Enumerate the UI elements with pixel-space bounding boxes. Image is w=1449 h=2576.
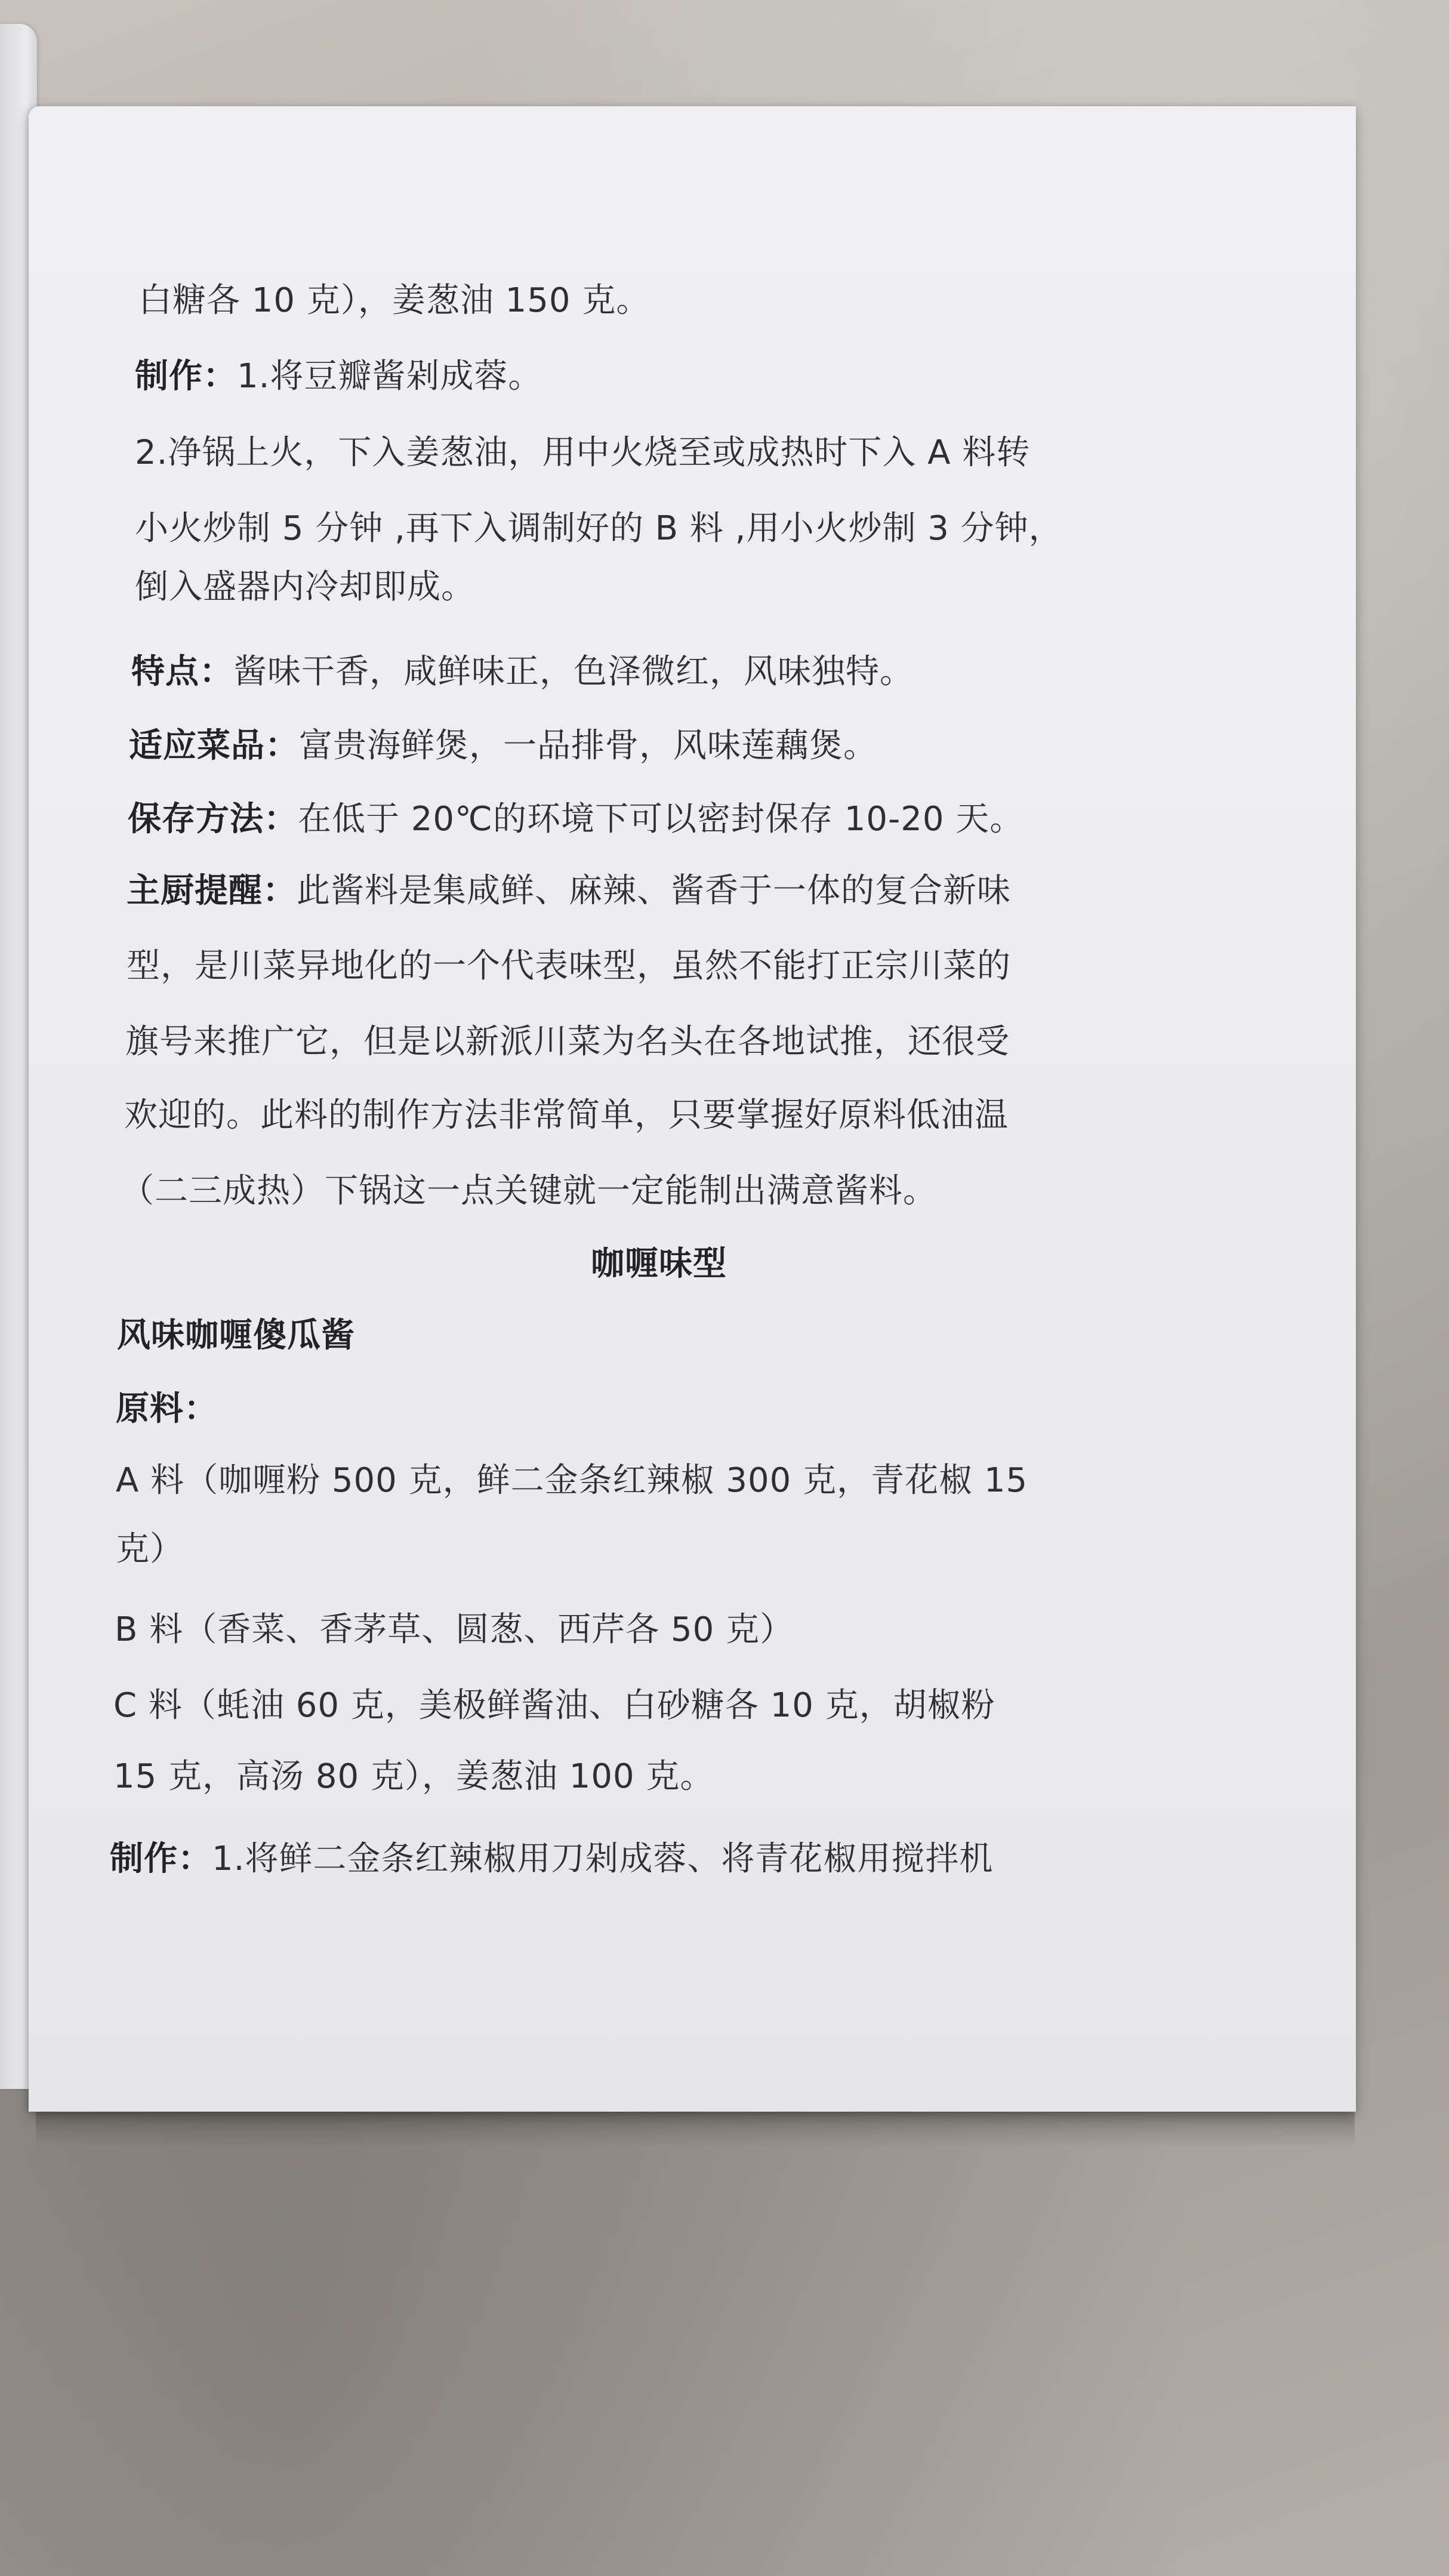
recipe-title xyxy=(117,1316,355,1355)
line-text: 白糖各 10 克），姜葱油 150 克。 xyxy=(138,281,650,320)
text-line xyxy=(138,281,650,320)
line-text: 2.净锅上火，下入姜葱油，用中火烧至或成热时下入 A 料转 xyxy=(135,433,1031,472)
line-text: 小火炒制 5 分钟 ,再下入调制好的 B 料 ,用小火炒制 3 分钟， xyxy=(135,509,1063,548)
line-text: 欢迎的。此料的制作方法非常简单，只要掌握好原料低油温 xyxy=(124,1096,1009,1135)
line-text: 富贵海鲜煲，一品排骨，风味莲藕煲。 xyxy=(299,726,877,765)
line-label: 保存方法： xyxy=(128,800,298,839)
line-text: A 料（咖喱粉 500 克，鲜二金条红辣椒 300 克，青花椒 15 xyxy=(116,1461,1028,1500)
line-text: 1.将鲜二金条红辣椒用刀剁成蓉、将青花椒用搅拌机 xyxy=(212,1839,994,1878)
line-label: 制作： xyxy=(110,1839,212,1878)
line-text: 15 克，高汤 80 克），姜葱油 100 克。 xyxy=(113,1757,714,1796)
text-line xyxy=(116,1461,1028,1500)
text-line xyxy=(124,1096,1009,1135)
line-label: 特点： xyxy=(131,652,233,691)
line-text: 酱味干香，咸鲜味正，色泽微红，风味独特。 xyxy=(233,652,914,691)
section-title-text: 咖喱味型 xyxy=(591,1244,727,1283)
text-line xyxy=(135,509,1063,548)
text-line xyxy=(129,726,877,765)
ingredients-label-text: 原料： xyxy=(116,1389,218,1428)
line-label: 制作： xyxy=(135,357,237,396)
line-text: 倒入盛器内冷却即成。 xyxy=(135,568,475,606)
page-shadow xyxy=(36,2106,1355,2147)
text-line xyxy=(127,871,1011,910)
text-line xyxy=(127,947,1011,985)
text-line xyxy=(110,1839,994,1878)
line-text: B 料（香菜、香茅草、圆葱、西芹各 50 克） xyxy=(115,1610,794,1649)
line-text: 旗号来推广它，但是以新派川菜为名头在各地试推，还很受 xyxy=(125,1022,1010,1061)
text-line xyxy=(125,1022,1010,1061)
recipe-title-text: 风味咖喱傻瓜酱 xyxy=(117,1316,355,1355)
text-line xyxy=(135,357,542,396)
text-line xyxy=(113,1686,995,1725)
text-line xyxy=(115,1610,794,1649)
text-line xyxy=(121,1172,937,1210)
text-line xyxy=(135,568,475,606)
line-text: C 料（蚝油 60 克，美极鲜酱油、白砂糖各 10 克，胡椒粉 xyxy=(113,1686,995,1725)
line-text: （二三成热）下锅这一点关键就一定能制出满意酱料。 xyxy=(121,1172,937,1210)
line-text: 在低于 20℃的环境下可以密封保存 10-20 天。 xyxy=(298,800,1024,839)
line-label: 主厨提醒： xyxy=(127,871,297,910)
text-line xyxy=(135,433,1031,472)
text-line xyxy=(116,1530,184,1569)
text-line xyxy=(131,652,914,691)
line-label: 适应菜品： xyxy=(129,726,299,765)
line-text: 此酱料是集咸鲜、麻辣、酱香于一体的复合新味 xyxy=(297,871,1011,910)
line-text: 克） xyxy=(116,1530,184,1569)
text-line xyxy=(128,800,1024,839)
text-line xyxy=(113,1757,714,1796)
line-text: 1.将豆瓣酱剁成蓉。 xyxy=(237,357,542,396)
section-title xyxy=(591,1244,727,1283)
line-text: 型，是川菜异地化的一个代表味型，虽然不能打正宗川菜的 xyxy=(127,947,1011,985)
ingredients-label xyxy=(116,1389,218,1428)
